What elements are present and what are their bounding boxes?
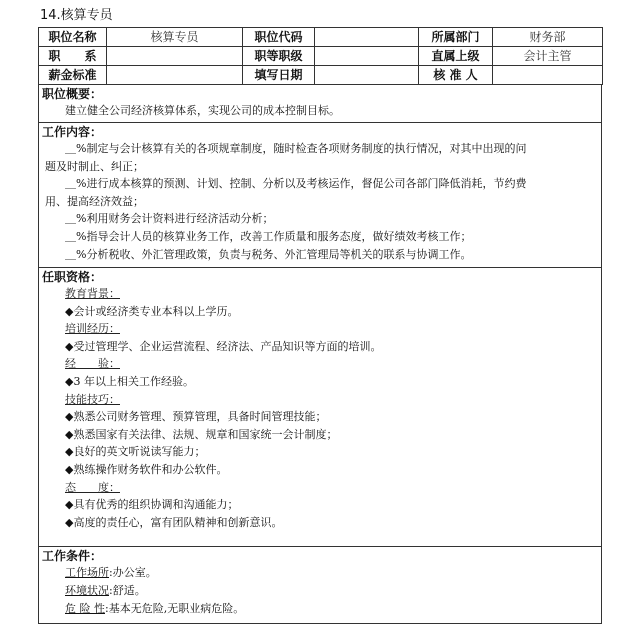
duties-title: 工作内容： bbox=[42, 125, 103, 139]
qualification-item: ◆具有优秀的组织协调和沟通能力； bbox=[65, 498, 239, 512]
duty-item: ＿%指导会计人员的核算业务工作，改善工作质量和服务态度，做好绩效考核工作； bbox=[65, 229, 472, 243]
hazard-value: :基本无危险,无职业病危险。 bbox=[105, 602, 245, 615]
qualification-item: ◆3 年以上相关工作经验。 bbox=[65, 374, 194, 388]
direct-supervisor-value: 会计主管 bbox=[493, 47, 603, 66]
condition-item bbox=[39, 564, 601, 582]
job-description-form bbox=[38, 27, 602, 624]
conditions-title: 工作条件： bbox=[42, 549, 103, 563]
overview-title: 职位概要： bbox=[42, 87, 103, 101]
qualifications-title: 任职资格： bbox=[42, 270, 103, 284]
department-label: 所属部门 bbox=[419, 28, 493, 47]
header-row bbox=[39, 28, 603, 47]
overview-section bbox=[38, 85, 602, 123]
environment-key: 环境状况 bbox=[65, 584, 109, 597]
duty-item-continuation: 题及时制止、纠正； bbox=[45, 159, 144, 173]
header-row bbox=[39, 47, 603, 66]
duty-item-continuation: 用、提高经济效益； bbox=[45, 194, 144, 208]
duty-item: ＿%制定与会计核算有关的各项规章制度，随时检查各项财务制度的执行情况，对其中出现的问 bbox=[65, 142, 527, 155]
header-table bbox=[38, 27, 603, 85]
fill-date-label: 填写日期 bbox=[243, 66, 315, 85]
qualification-item: ◆会计或经济类专业本科以上学历。 bbox=[65, 304, 239, 318]
qualification-item: ◆受过管理学、企业运营流程、经济法、产品知识等方面的培训。 bbox=[65, 339, 382, 353]
approver-value bbox=[493, 66, 603, 85]
environment-value: :舒适。 bbox=[109, 584, 146, 597]
header-row bbox=[39, 66, 603, 85]
education-heading: 教育背景： bbox=[65, 287, 120, 300]
approver-label: 核 准 人 bbox=[419, 66, 493, 85]
overview-text: 建立健全公司经济核算体系，实现公司的成本控制目标。 bbox=[65, 104, 340, 117]
salary-standard-label: 薪金标准 bbox=[39, 66, 107, 85]
qualification-item: ◆高度的责任心，富有团队精神和创新意识。 bbox=[65, 515, 283, 529]
department-value: 财务部 bbox=[493, 28, 603, 47]
condition-item bbox=[39, 600, 601, 618]
conditions-section bbox=[38, 547, 602, 624]
attitude-heading: 态 度： bbox=[65, 480, 120, 494]
fill-date-value bbox=[315, 66, 419, 85]
hazard-key: 危 险 性 bbox=[65, 602, 105, 615]
qualification-item: ◆熟悉国家有关法律、法规、规章和国家统一会计制度； bbox=[65, 427, 338, 441]
qualification-item: ◆良好的英文听说读写能力； bbox=[65, 445, 206, 459]
training-heading: 培训经历： bbox=[65, 322, 120, 336]
condition-item bbox=[39, 582, 601, 600]
workplace-key: 工作场所 bbox=[65, 566, 109, 579]
qualification-item: ◆熟练操作财务软件和办公软件。 bbox=[65, 462, 228, 476]
direct-supervisor-label: 直属上级 bbox=[419, 47, 493, 66]
job-family-value bbox=[107, 47, 243, 66]
grade-level-label: 职等职级 bbox=[243, 47, 315, 66]
workplace-value: :办公室。 bbox=[109, 566, 157, 579]
duty-item: ＿%进行成本核算的预测、计划、控制、分析以及考核运作，督促公司各部门降低消耗，节约费 bbox=[65, 177, 527, 191]
duties-section bbox=[38, 123, 602, 268]
qualification-item: ◆熟悉公司财务管理、预算管理，具备时间管理技能； bbox=[65, 410, 327, 424]
position-code-label: 职位代码 bbox=[243, 28, 315, 47]
salary-standard-value bbox=[107, 66, 243, 85]
duty-item: ＿%利用财务会计资料进行经济活动分析； bbox=[65, 212, 274, 226]
job-family-label: 职 系 bbox=[39, 47, 107, 66]
grade-level-value bbox=[315, 47, 419, 66]
position-name-value: 核算专员 bbox=[107, 28, 243, 47]
experience-heading: 经 验： bbox=[65, 357, 120, 371]
page-title: 14.核算专员 bbox=[40, 8, 113, 23]
position-code-value bbox=[315, 28, 419, 47]
position-name-label: 职位名称 bbox=[39, 28, 107, 47]
skills-heading: 技能技巧： bbox=[65, 392, 120, 406]
qualifications-section bbox=[38, 268, 602, 547]
duty-item: ＿%分析税收、外汇管理政策，负责与税务、外汇管理局等机关的联系与协调工作。 bbox=[65, 247, 472, 261]
next-page-edge bbox=[38, 636, 602, 643]
